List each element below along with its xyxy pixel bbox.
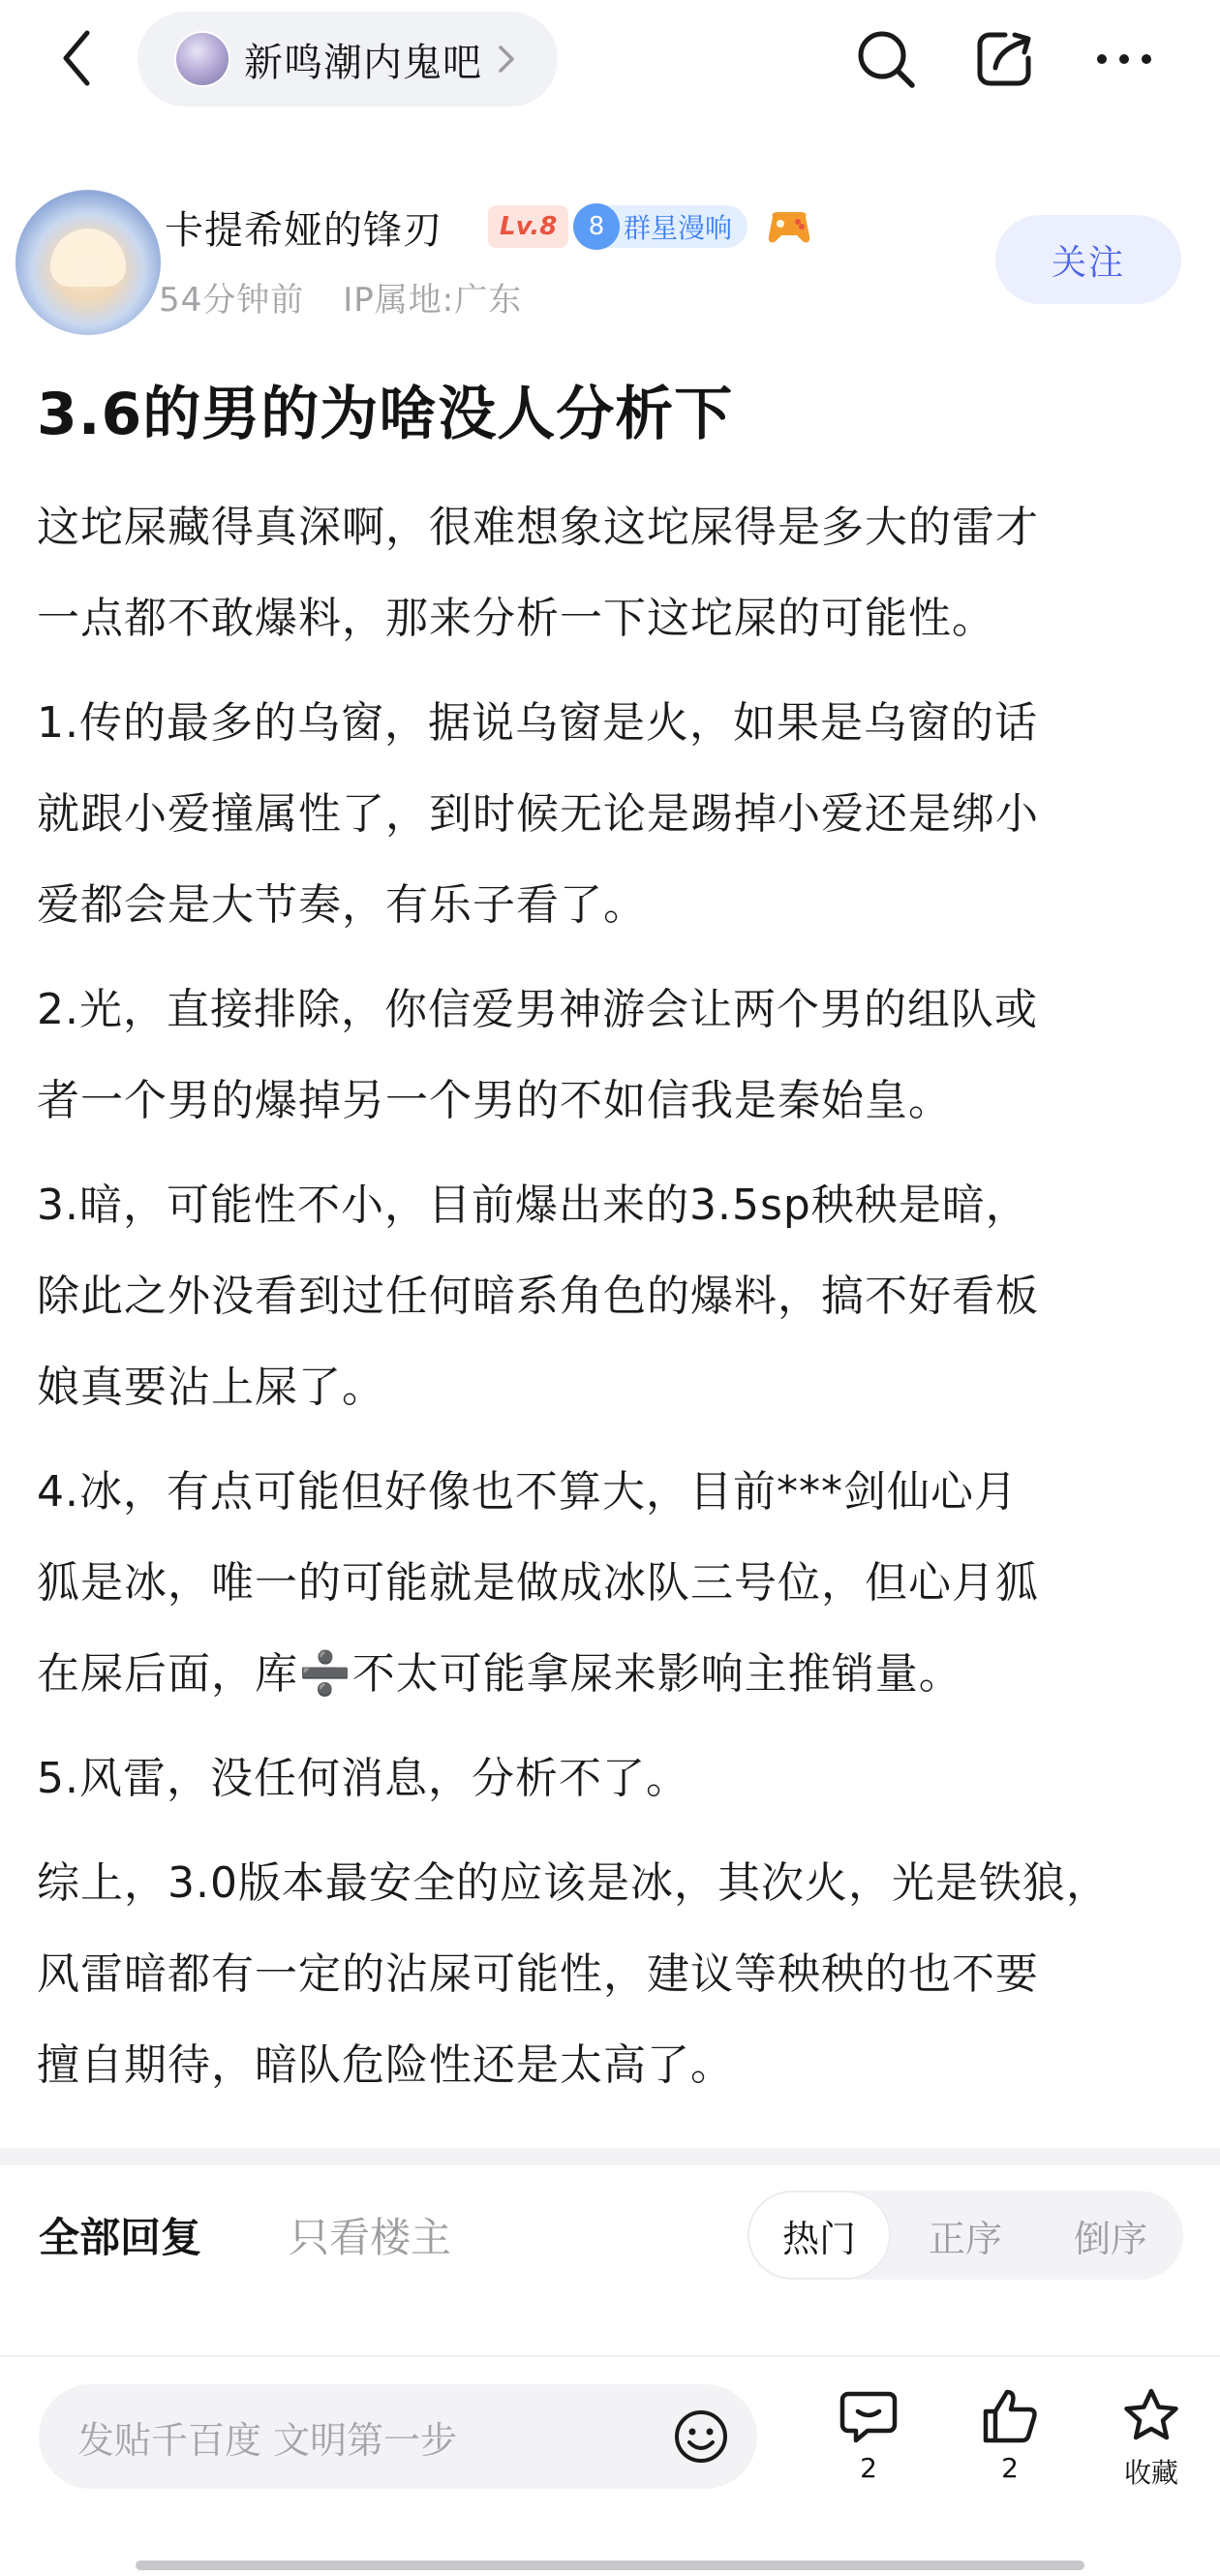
post-line: 者一个男的爆掉另一个男的不如信我是秦始皇。	[37, 1076, 952, 1125]
post-paragraph	[37, 1447, 1199, 1720]
bottom-bar	[0, 2355, 1220, 2576]
share-button[interactable]	[972, 27, 1036, 91]
post-line: 1.传的最多的乌窗，据说乌窗是火，如果是乌窗的话	[37, 698, 1038, 748]
post-line: 5.风雷，没任何消息，分析不了。	[37, 1754, 689, 1803]
sort-descending[interactable]: 倒序	[1073, 2217, 1147, 2260]
top-bar	[0, 0, 1220, 126]
post-line: 就跟小爱撞属性了，到时候无论是踢掉小爱还是绑小	[37, 789, 1039, 839]
post-paragraph	[37, 1838, 1199, 2111]
follow-button[interactable]: 关注	[995, 215, 1181, 304]
like-button[interactable]	[957, 2386, 1063, 2484]
comment-count: 2	[860, 2452, 877, 2484]
post-paragraph	[37, 678, 1199, 951]
comment-button[interactable]	[815, 2386, 922, 2484]
section-divider	[0, 2148, 1220, 2165]
post-line: 娘真要沾上屎了。	[37, 1363, 385, 1412]
chevron-right-icon	[496, 40, 517, 78]
like-count: 2	[1001, 2452, 1019, 2484]
author-name[interactable]: 卡提希娅的锋刃	[165, 208, 442, 253]
back-button[interactable]	[46, 27, 108, 89]
post-title: 3.6的男的为啥没人分析下	[37, 381, 734, 448]
forum-avatar	[174, 31, 230, 87]
share-icon	[972, 27, 1036, 91]
author-avatar[interactable]	[15, 190, 161, 335]
chevron-left-icon	[58, 27, 97, 89]
search-icon	[854, 27, 918, 91]
collect-button[interactable]	[1098, 2386, 1205, 2491]
post-line: 3.暗，可能性不小，目前爆出来的3.5sp秧秧是暗，	[37, 1181, 1029, 1230]
post-body	[37, 504, 1199, 2111]
sort-ascending[interactable]: 正序	[928, 2217, 1002, 2260]
collect-label: 收藏	[1123, 2457, 1178, 2489]
more-dots-icon	[1092, 27, 1156, 91]
post-paragraph	[37, 482, 1199, 664]
group-badge	[573, 205, 747, 248]
group-level-badge: 8	[573, 203, 620, 250]
reply-input[interactable]	[39, 2384, 757, 2489]
scroll-indicator	[136, 2561, 1084, 2570]
post-line: 爱都会是大节奏，有乐子看了。	[37, 880, 647, 930]
post-paragraph	[37, 1733, 1199, 1825]
star-icon	[1121, 2386, 1181, 2446]
post-line: 在屎后面，库➗不太可能拿屎来影响主推销量。	[37, 1649, 962, 1699]
post-line: 除此之外没看到过任何暗系角色的爆料，搞不好看板	[37, 1272, 1039, 1321]
post-meta	[159, 273, 522, 321]
sort-hot[interactable]: 热门	[747, 2191, 891, 2280]
forum-name: 新鸣潮内鬼吧	[244, 40, 482, 85]
emoji-icon[interactable]	[672, 2407, 730, 2466]
sort-toggle	[747, 2191, 1183, 2280]
tab-op-only[interactable]: 只看楼主	[289, 2214, 452, 2261]
ip-location: IP属地:广东	[343, 281, 523, 320]
post-line: 风雷暗都有一定的沾屎可能性，建议等秧秧的也不要	[37, 1949, 1039, 1999]
gamepad-badge-icon	[765, 203, 813, 250]
post-line: 4.冰，有点可能但好像也不算大，目前***剑仙心月	[37, 1467, 1018, 1517]
post-paragraph	[37, 965, 1199, 1147]
reply-input-placeholder: 发贴千百度 文明第一步	[77, 2418, 458, 2462]
level-badge: Lv.8	[488, 205, 568, 248]
thumbs-up-icon	[980, 2386, 1040, 2446]
group-badge-label: 群星漫响	[624, 212, 733, 244]
comment-icon	[839, 2386, 899, 2446]
post-line: 擅自期待，暗队危险性还是太高了。	[37, 2040, 734, 2090]
forum-entry-button[interactable]	[137, 12, 558, 107]
post-line: 狐是冰，唯一的可能就是做成冰队三号位，但心月狐	[37, 1558, 1039, 1608]
post-line: 综上，3.0版本最安全的应该是冰，其次火，光是铁狼，	[37, 1858, 1110, 1908]
post-time: 54分钟前	[159, 281, 305, 320]
post-line: 这坨屎藏得真深啊，很难想象这坨屎得是多大的雷才	[37, 503, 1039, 552]
more-button[interactable]	[1092, 27, 1156, 91]
post-line: 2.光，直接排除，你信爱男神游会让两个男的组队或	[37, 985, 1038, 1034]
post-paragraph	[37, 1160, 1199, 1433]
tab-all-replies[interactable]: 全部回复	[39, 2214, 202, 2261]
search-button[interactable]	[854, 27, 918, 91]
post-line: 一点都不敢爆料，那来分析一下这坨屎的可能性。	[37, 594, 995, 643]
